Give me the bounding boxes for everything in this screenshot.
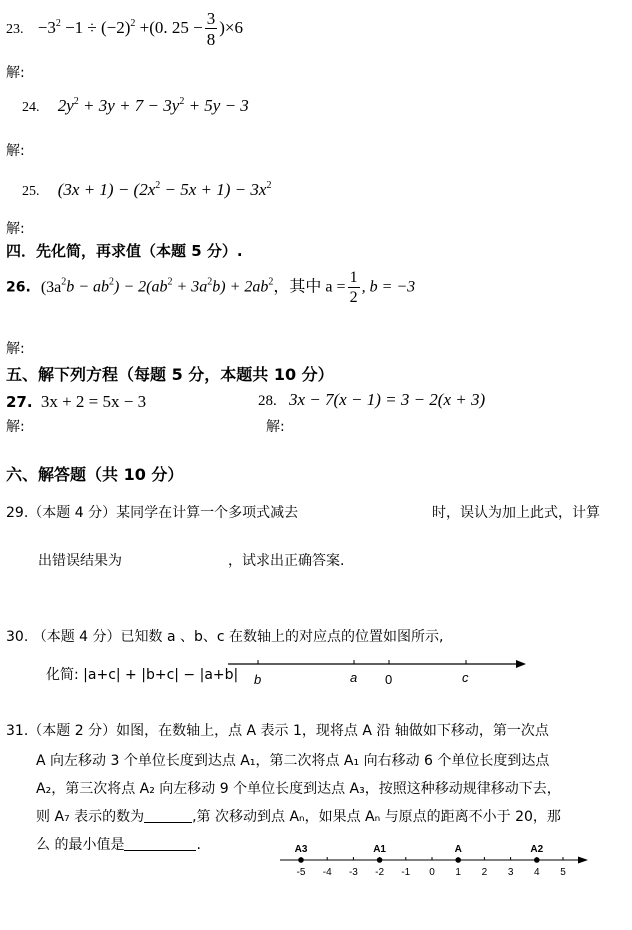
expr-part: b) + 2ab — [212, 278, 269, 296]
question-24 — [22, 96, 249, 116]
solve-label: 解: — [6, 65, 25, 81]
point-a1 — [377, 857, 383, 863]
point-a3 — [298, 857, 304, 863]
label-b: b — [254, 672, 262, 687]
question-25 — [22, 180, 271, 200]
label-a: a — [350, 670, 358, 685]
fraction-numerator: 1 — [349, 269, 358, 286]
equation: 3x + 2 = 5x − 3 — [40, 392, 147, 411]
question-number: 23. — [6, 21, 24, 37]
tick-label: 4 — [534, 867, 540, 878]
expr-part: ) − 2(ab — [114, 278, 168, 296]
exponent: 2 — [179, 96, 185, 107]
number-line-30 — [226, 654, 530, 690]
question-31-line5 — [36, 834, 201, 854]
point-label: A — [454, 844, 462, 855]
expr-part: − 5x + 1) − 3x — [160, 180, 267, 199]
question-30-simplify: 化简: |a+c| + |b+c| − |a+b| — [46, 667, 239, 683]
question-31-line4 — [36, 806, 561, 826]
label-c: c — [462, 670, 469, 685]
question-31-line3: A₂，第三次将点 A₂ 向左移动 9 个单位长度到达点 A₃，按照这种移动规律移动下去， — [36, 781, 561, 797]
fraction — [348, 270, 360, 306]
tick-label: -3 — [348, 867, 358, 878]
expr-part: (3a — [40, 278, 62, 296]
exponent: 2 — [61, 276, 67, 288]
expr-part: + 3a — [172, 278, 208, 296]
fraction-denominator: 8 — [206, 30, 216, 49]
expr-part: −1 ÷ (−2) — [60, 17, 131, 37]
exponent: 2 — [73, 96, 79, 107]
section-4-title: 四．先化简，再求值（本题 5 分）. — [6, 242, 243, 260]
question-27 — [6, 392, 146, 412]
expr-part: )×6 — [219, 17, 244, 37]
solve-label: 解: — [6, 221, 25, 237]
exponent: 2 — [268, 276, 274, 288]
expr-part: (3x + 1) − (2x — [57, 180, 156, 199]
tick-label: 1 — [455, 867, 461, 878]
point-label: A2 — [530, 844, 544, 855]
question-number: 28. — [258, 393, 277, 409]
question-29-line2a: 出错误结果为 — [38, 553, 122, 569]
question-26 — [6, 270, 415, 306]
question-31-line2: A 向左移动 3 个单位长度到达点 A₁，第二次将点 A₁ 向右移动 6 个单位长度到达点 — [36, 753, 550, 769]
line-text: 么 的最小值是 — [36, 837, 125, 853]
axis-arrow — [578, 857, 588, 864]
question-number: 27. — [6, 393, 33, 411]
question-23 — [6, 10, 243, 48]
axis-arrow — [516, 660, 526, 668]
tick-label: 2 — [481, 867, 488, 878]
expr-part: 2y — [57, 96, 74, 115]
solve-label: 解: — [6, 419, 25, 435]
number-line-31 — [276, 840, 596, 882]
point-a — [455, 857, 461, 863]
question-number: 24. — [22, 100, 40, 115]
section-5-title: 五、解下列方程（每题 5 分，本题共 10 分） — [6, 365, 334, 384]
question-28 — [258, 390, 485, 410]
question-number: 26. — [6, 279, 31, 296]
exponent: 2 — [266, 180, 272, 191]
question-29-line1b: 时，误认为加上此式，计算 — [432, 505, 600, 521]
answer-blank-1[interactable] — [144, 808, 192, 823]
tick-label: -4 — [322, 867, 332, 878]
tick-label: 0 — [429, 867, 435, 878]
exponent: 2 — [155, 180, 161, 191]
equation: 3x − 7(x − 1) = 3 − 2(x + 3) — [289, 390, 486, 409]
question-30-line1: 30. （本题 4 分）已知数 a 、b、c 在数轴上的对应点的位置如图所示, — [6, 629, 444, 645]
question-number: 25. — [22, 184, 40, 199]
tick-label: -2 — [375, 867, 385, 878]
label-zero: 0 — [385, 672, 393, 687]
tick-label: -1 — [401, 867, 411, 878]
expr-part: −3 — [37, 17, 56, 37]
point-a2 — [534, 857, 540, 863]
point-label: A1 — [373, 844, 386, 855]
line-text: . — [196, 837, 201, 853]
exponent: 2 — [55, 17, 61, 29]
expr-part: + 5y − 3 — [184, 96, 249, 115]
point-label: A3 — [294, 844, 308, 855]
fraction — [205, 10, 218, 48]
solve-label: 解: — [6, 341, 25, 357]
solve-label: 解: — [6, 143, 25, 159]
fraction-numerator: 3 — [206, 9, 216, 28]
tick-label: -5 — [296, 867, 306, 878]
exponent: 2 — [207, 276, 213, 288]
line-text: ,第 次移动到点 Aₙ，如果点 Aₙ 与原点的距离不小于 20，那 — [192, 809, 561, 825]
section-6-title: 六、解答题（共 10 分） — [6, 465, 184, 484]
tick-label: 5 — [560, 867, 566, 878]
exponent: 2 — [130, 17, 136, 29]
expr-part: , b = −3 — [361, 278, 416, 296]
question-29-line1a: 29.（本题 4 分）某同学在计算一个多项式减去 — [6, 505, 299, 521]
expr-part: +(0. 25 − — [135, 17, 203, 37]
question-31-line1: 31.（本题 2 分）如图，在数轴上，点 A 表示 1，现将点 A 沿 轴做如下移动，第一次点 — [6, 723, 549, 739]
tick-label: 3 — [507, 867, 514, 878]
exponent: 2 — [167, 276, 173, 288]
fraction-denominator: 2 — [349, 289, 358, 306]
line-text: 则 A₇ 表示的数为 — [36, 809, 145, 825]
expr-part: b − ab — [66, 278, 110, 296]
question-29-line2b: ，试求出正确答案. — [228, 553, 345, 569]
answer-blank-2[interactable] — [124, 836, 196, 851]
solve-label: 解: — [266, 419, 285, 435]
expr-part: + 3y + 7 − 3y — [78, 96, 180, 115]
exponent: 2 — [109, 276, 115, 288]
expr-part: ，其中 a = — [273, 278, 346, 296]
